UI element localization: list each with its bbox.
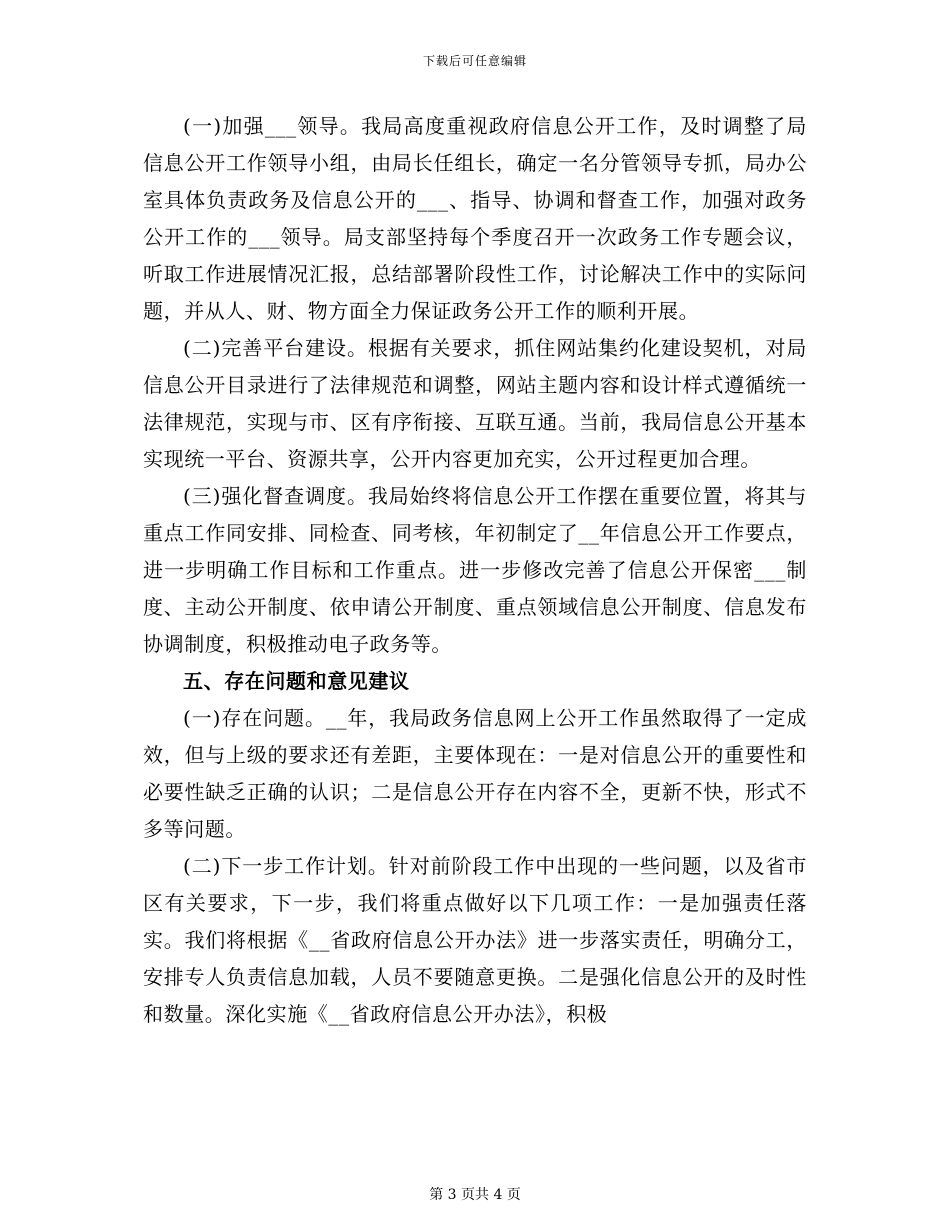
page-footer: 第 3 页共 4 页 [429, 1187, 521, 1203]
paragraph-existing-problems: (一)存在问题。__年，我局政务信息网上公开工作虽然取得了一定成效，但与上级的要求还有差距，主要体现在：一是对信息公开的重要性和必要性缺乏正确的认识；二是信息公开存在内容不全，更新不快，形式不多等问题。 [143, 706, 807, 841]
paragraph-platform-construction: (二)完善平台建设。根据有关要求，抓住网站集约化建设契机，对局信息公开目录进行了法律规范和调整，网站主题内容和设计样式遵循统一法律规范，实现与市、区有序衔接、互联互通。当前，我局信息公开基本实现统一平台、资源共享，公开内容更加充实，公开过程更加合理。 [143, 336, 807, 471]
section-heading-problems: 五、存在问题和意见建议 [183, 669, 410, 693]
paragraph-strengthen-leadership: (一)加强___领导。我局高度重视政府信息公开工作，及时调整了局信息公开工作领导小组，由局长任组长，确定一名分管领导专抓，局办公室具体负责政务及信息公开的___、指导、协调和督查工作，加强对政务公开工作的___领导。局支部坚持每个季度召开一次政务工作专题会议，听取工作进展情况汇报，总结部署阶段性工作，讨论解决工作中的实际问题，并从人、财、物方面全力保证政务公开工作的顺利开展。 [143, 114, 807, 323]
paragraph-next-steps: (二)下一步工作计划。针对前阶段工作中出现的一些问题，以及省市区有关要求，下一步，我们将重点做好以下几项工作：一是加强责任落实。我们将根据《__省政府信息公开办法》进一步落实责任，明确分工，安排专人负责信息加载，人员不要随意更换。二是强化信息公开的及时性和数量。深化实施《__省政府信息公开办法》，积极 [143, 854, 807, 1026]
paragraph-supervision: (三)强化督查调度。我局始终将信息公开工作摆在重要位置，将其与重点工作同安排、同检查、同考核，年初制定了__年信息公开工作要点，进一步明确工作目标和工作重点。进一步修改完善了信息公开保密___制度、主动公开制度、依申请公开制度、重点领域信息公开制度、信息发布协调制度，积极推动电子政务等。 [143, 484, 807, 656]
document-body [143, 108, 807, 1033]
page-header: 下载后可任意编辑 [422, 54, 527, 68]
